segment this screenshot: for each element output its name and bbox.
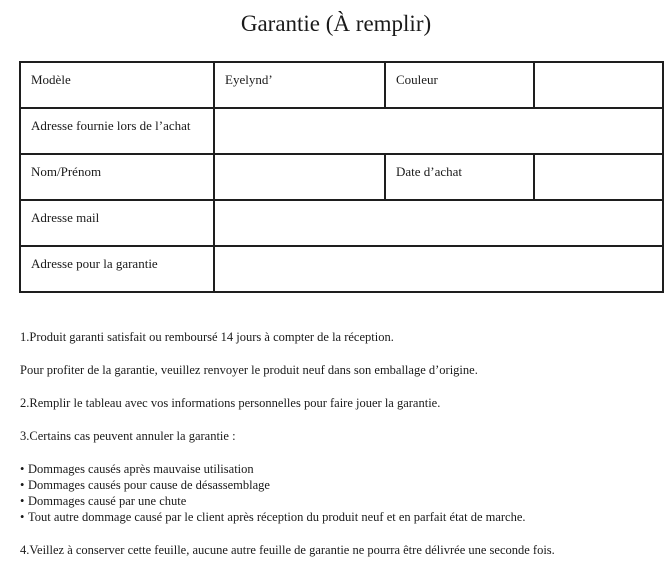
list-item-text: Dommages causés pour cause de désassemblage — [28, 478, 270, 492]
color-field[interactable] — [534, 62, 663, 108]
warranty-form-table — [19, 61, 664, 293]
list-item-text: Dommages causés après mauvaise utilisation — [28, 462, 254, 476]
term-1: 1.Produit garanti satisfait ou remboursé 14 jours à compter de la réception. — [20, 330, 394, 344]
email-label: Adresse mail — [20, 200, 214, 246]
model-field[interactable]: Eyelynd’ — [214, 62, 385, 108]
purchase-date-field[interactable] — [534, 154, 663, 200]
list-item-text: Dommages causé par une chute — [28, 494, 187, 508]
warranty-address-field[interactable] — [214, 246, 663, 292]
list-item — [20, 477, 665, 493]
bullet-icon: • — [20, 494, 25, 508]
table-row-model — [20, 62, 663, 108]
warranty-address-label: Adresse pour la garantie — [20, 246, 214, 292]
table-row-purchase-address — [20, 108, 663, 154]
list-item — [20, 509, 665, 525]
exclusions-list — [20, 461, 665, 525]
name-field[interactable] — [214, 154, 385, 200]
term-4: 4.Veillez à conserver cette feuille, aucune autre feuille de garantie ne pourra être délivrée une seconde fois. — [20, 543, 555, 557]
bullet-icon: • — [20, 478, 25, 492]
table-row-warranty-address — [20, 246, 663, 292]
bullet-icon: • — [20, 462, 25, 476]
list-item-text: Tout autre dommage causé par le client après réception du produit neuf et en parfait état de marche. — [28, 510, 526, 524]
list-item — [20, 493, 665, 509]
term-2: 2.Remplir le tableau avec vos informations personnelles pour faire jouer la garantie. — [20, 396, 441, 410]
purchase-address-label: Adresse fournie lors de l’achat — [20, 108, 214, 154]
model-label: Modèle — [20, 62, 214, 108]
color-label: Couleur — [385, 62, 534, 108]
email-field[interactable] — [214, 200, 663, 246]
list-item — [20, 461, 665, 477]
page-title: Garantie (À remplir) — [240, 11, 432, 36]
bullet-icon: • — [20, 510, 25, 524]
table-row-name — [20, 154, 663, 200]
table-row-email — [20, 200, 663, 246]
purchase-address-field[interactable] — [214, 108, 663, 154]
term-3: 3.Certains cas peuvent annuler la garantie : — [20, 429, 236, 443]
purchase-date-label: Date d’achat — [385, 154, 534, 200]
name-label: Nom/Prénom — [20, 154, 214, 200]
term-1-detail: Pour profiter de la garantie, veuillez renvoyer le produit neuf dans son emballage d’origine. — [20, 363, 478, 377]
warranty-terms — [20, 329, 665, 575]
